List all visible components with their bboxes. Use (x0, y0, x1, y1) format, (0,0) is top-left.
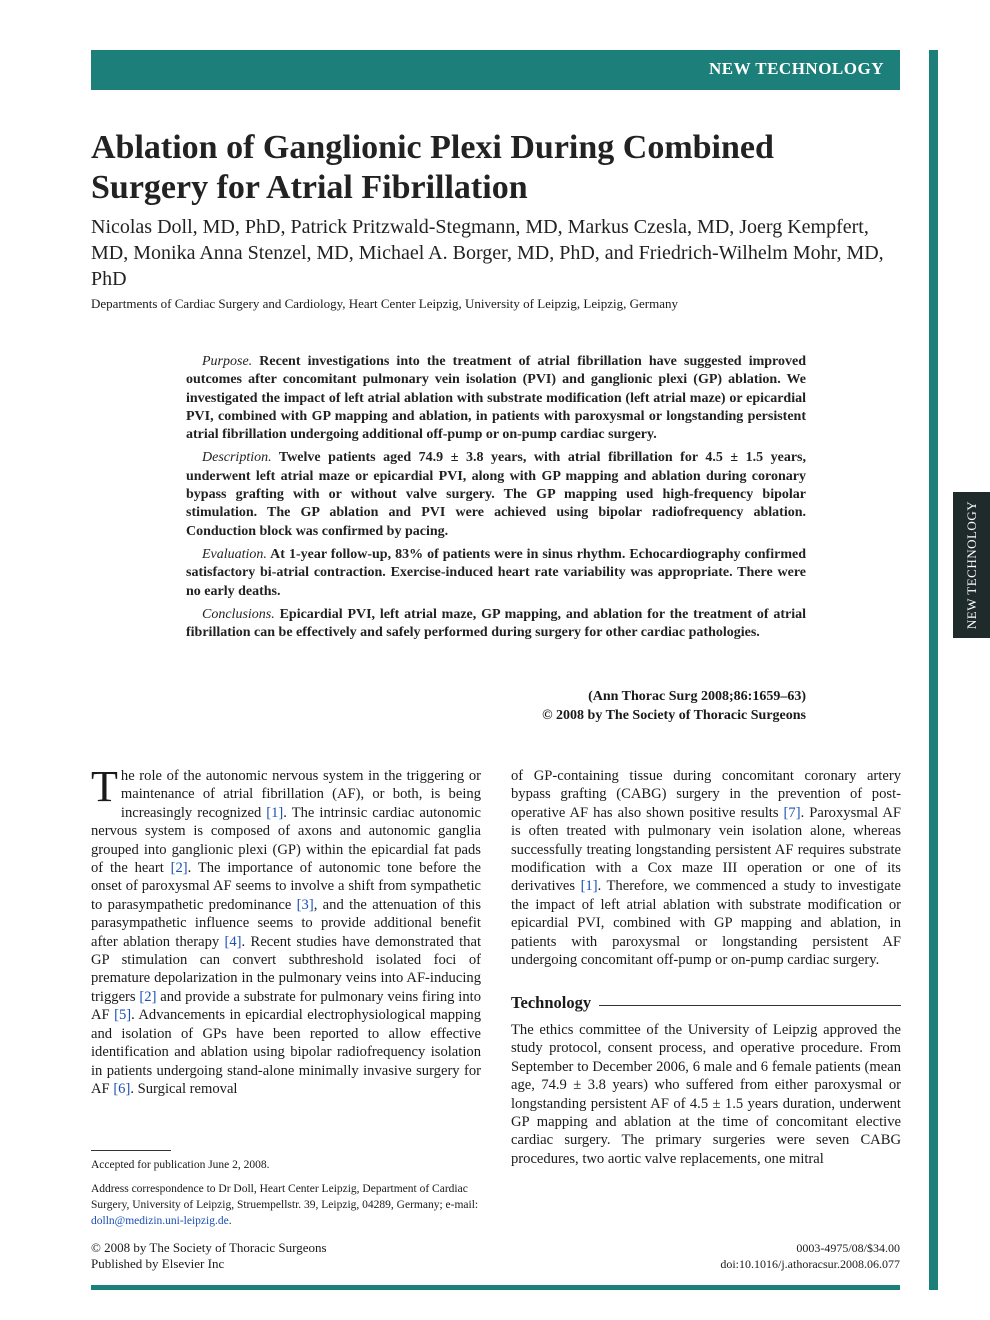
article-authors: Nicolas Doll, MD, PhD, Patrick Pritzwald-Stegmann, MD, Markus Czesla, MD, Joerg Kempfert, MD, Monika Anna Stenzel, MD, Michael A. Borger, MD, PhD, and Friedrich-Wilhelm Mohr, MD, PhD (91, 216, 884, 290)
body-text: . Therefore, we commenced a study to investigate the impact of left atrial ablation with substrate modification or epicardial PVI, combined with GP mapping and ablation, in patients with paroxysmal or longstanding persistent AF undergoing concomitant off-pump or on-pump cardiac surgery. (511, 878, 901, 969)
body-text: of GP-containing tissue during concomitant coronary artery bypass grafting (CABG) surgery in the prevention of post-operative AF has also shown positive results (511, 768, 901, 821)
abstract-conclusions (186, 606, 806, 643)
reference-link[interactable]: [2] (139, 988, 157, 1005)
footer-issn: 0003-4975/08/$34.00 (796, 1241, 900, 1255)
accepted-note: Accepted for publication June 2, 2008. (91, 1159, 270, 1171)
reference-link[interactable]: [2] (170, 860, 188, 877)
reference-link[interactable]: [5] (114, 1007, 132, 1024)
abstract (186, 353, 806, 647)
intro-continued-paragraph (511, 767, 901, 969)
body-text: . Surgical removal (130, 1080, 238, 1097)
evaluation-label: Evaluation. (202, 546, 267, 562)
body-text: he role of the autonomic nervous system in the triggering or maintenance of atrial fibrillation (AF), or both, is being increasingly recognized (120, 768, 481, 821)
body-text: . The intrinsic cardiac autonomic nervous system is composed of axons and autonomic ganglia grouped into ganglionic plexi (GP) within the epicardial fat pads of the heart (91, 804, 481, 877)
reference-link[interactable]: [7] (783, 804, 801, 821)
description-label: Description. (202, 450, 272, 466)
article-title: Ablation of Ganglionic Plexi During Combined Surgery for Atrial Fibrillation (91, 129, 774, 206)
body-column-left (91, 762, 481, 1098)
technology-heading (511, 994, 901, 1012)
correspondence-text: Address correspondence to Dr Doll, Heart Center Leipzig, Department of Cardiac Surgery, University of Leipzig, Struempellstr. 39, Leipzig, 04289, Germany; e-mail: (91, 1183, 479, 1211)
body-text: . Paroxysmal AF is often treated with pulmonary vein isolation alone, whereas successfully treating longstanding persistent AF requires substrate modification with a Cox maze III operation or one of its derivatives (511, 804, 901, 895)
side-section-tab (953, 492, 990, 638)
reference-link[interactable]: [1] (266, 804, 284, 821)
technology-paragraph: The ethics committee of the University of Leipzig approved the study protocol, consent process, and operative procedure. From September to December 2006, 6 male and 6 female patients (mean age, 74.9 ± 3.8 years) who suffered from either paroxysmal or longstanding persistent AF of 4.5 ± 1.5 years duration, underwent GP mapping and ablation at the time of concomitant elective cardiac surgery. The primary surgeries were seven CABG procedures, two aortic valve replacements, one mitral (511, 1021, 901, 1167)
correspondence-end: . (228, 1215, 232, 1227)
email-link[interactable]: dolln@medizin.uni-leipzig.de (91, 1215, 229, 1227)
reference-link[interactable]: [4] (224, 933, 242, 950)
technology-heading-text: Technology (511, 993, 592, 1013)
footer-left (91, 1240, 327, 1272)
citation-line: (Ann Thorac Surg 2008;86:1659–63) (588, 689, 806, 704)
abstract-copyright: © 2008 by The Society of Thoracic Surgeons (542, 708, 806, 723)
description-text: Twelve patients aged 74.9 ± 3.8 years, with atrial fibrillation for 4.5 ± 1.5 years, underwent left atrial maze or epicardial PVI, along with GP mapping and ablation during coronary bypass grafting with or without valve surgery. The GP mapping used high-frequency bipolar stimulation. The GP ablation and PVI were achieved using bipolar radiofrequency ablation. Conduction block was confirmed by pacing. (186, 450, 806, 539)
abstract-purpose (186, 353, 806, 444)
body-text: . The importance of autonomic tone before the onset of paroxysmal AF seems to involve a shift from sympathetic to parasympathetic predominance (91, 860, 481, 913)
purpose-text: Recent investigations into the treatment of atrial fibrillation have suggested improved outcomes after concomitant pulmonary vein isolation (PVI) and ganglionic plexi (GP) ablation. We investigated the impact of left atrial ablation with substrate modification (left atrial maze) or epicardial PVI, combined with GP mapping and ablation, in patients with paroxysmal or longstanding persistent atrial fibrillation undergoing additional off-pump or on-pump cardiac surgery. (186, 354, 806, 443)
section-label: NEW TECHNOLOGY (709, 59, 884, 78)
drop-cap: T (91, 762, 118, 811)
footnote-rule (91, 1150, 171, 1151)
abstract-evaluation (186, 546, 806, 601)
footer-publisher: Published by Elsevier Inc (91, 1256, 225, 1271)
article-affiliation: Departments of Cardiac Surgery and Cardiology, Heart Center Leipzig, University of Leipzig, Leipzig, Germany (91, 296, 678, 311)
side-tab-label: NEW TECHNOLOGY (963, 500, 979, 630)
section-header-bar (91, 50, 900, 90)
conclusions-text: Epicardial PVI, left atrial maze, GP mapping, and ablation for the treatment of atrial fibrillation can be effectively and safely performed during surgery for other cardiac pathologies. (186, 606, 806, 641)
conclusions-label: Conclusions. (202, 606, 275, 622)
body-text: , and the attenuation of this parasympathetic influence seems to provide additional benefit after ablation therapy (91, 896, 481, 950)
correspondence-note (91, 1181, 481, 1229)
intro-paragraph (91, 762, 481, 1098)
footer-copyright: © 2008 by The Society of Thoracic Surgeons (91, 1240, 327, 1255)
bottom-rule (91, 1285, 900, 1290)
footer-right (720, 1240, 900, 1272)
reference-link[interactable]: [3] (296, 896, 314, 913)
reference-link[interactable]: [1] (580, 878, 598, 895)
abstract-description (186, 449, 806, 540)
heading-rule (599, 1005, 901, 1006)
reference-link[interactable]: [6] (113, 1080, 131, 1097)
purpose-label: Purpose. (202, 354, 253, 369)
right-margin-rule (929, 50, 938, 1290)
body-column-right (511, 767, 901, 1168)
body-text: . Recent studies have demonstrated that GP stimulation can convert subthreshold isolated foci of premature depolarization in the pulmonary veins into AF-inducing triggers (91, 933, 481, 1005)
journal-citation (186, 687, 806, 725)
footer-doi: doi:10.1016/j.athoracsur.2008.06.077 (720, 1257, 900, 1271)
body-text: and provide a substrate for pulmonary veins firing into AF (91, 988, 481, 1024)
evaluation-text: At 1-year follow-up, 83% of patients were in sinus rhythm. Echocardiography confirmed satisfactory bi-atrial contraction. Exercise-induced heart rate variability was appropriate. There were no early deaths. (186, 546, 806, 599)
footnotes (91, 1157, 481, 1237)
body-text: . Advancements in epicardial electrophysiological mapping and isolation of GPs have been reported to allow effective identification and ablation using bipolar radiofrequency isolation in patients undergoing stand-alone minimally invasive surgery for AF (91, 1007, 481, 1097)
